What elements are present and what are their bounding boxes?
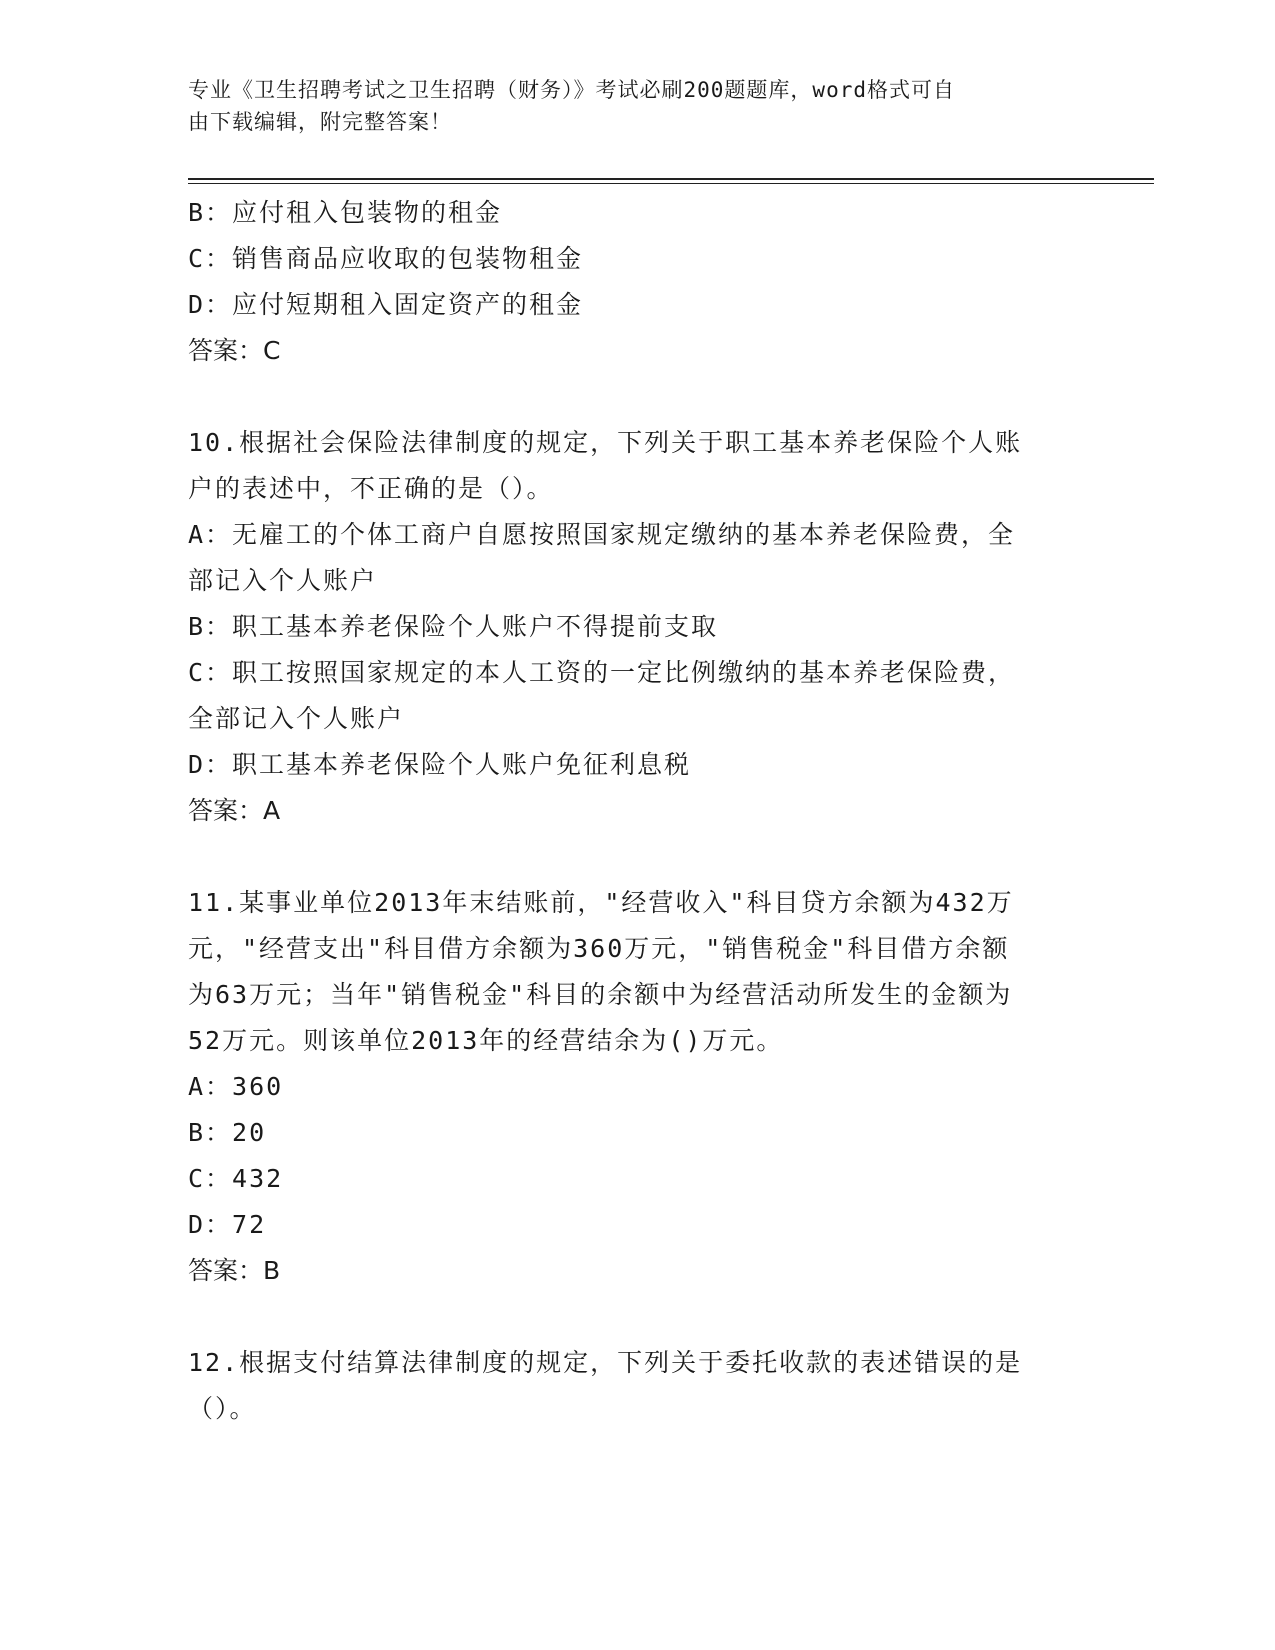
q10-stem-line-1: 10.根据社会保险法律制度的规定，下列关于职工基本养老保险个人账	[188, 428, 1023, 457]
q11-answer: 答案：B	[188, 1256, 281, 1285]
q10-stem-line-2: 户的表述中，不正确的是（）。	[188, 474, 554, 503]
q10-option-b: B：职工基本养老保险个人账户不得提前支取	[188, 612, 719, 641]
q12-stem-line-1: 12.根据支付结算法律制度的规定，下列关于委托收款的表述错误的是	[188, 1348, 1023, 1377]
question-content	[188, 190, 1088, 1432]
header-divider-thick	[188, 178, 1154, 180]
q11-stem-line-3: 为63万元；当年"销售税金"科目的余额中为经营活动所发生的金额为	[188, 980, 1013, 1009]
q10-option-a-line-1: A：无雇工的个体工商户自愿按照国家规定缴纳的基本养老保险费，全	[188, 520, 1016, 549]
q11-option-a: A：360	[188, 1072, 284, 1101]
q11-stem-line-4: 52万元。则该单位2013年的经营结余为()万元。	[188, 1026, 784, 1055]
question-9	[188, 190, 1088, 374]
header-line-1: 专业《卫生招聘考试之卫生招聘（财务）》考试必刷200题题库，word格式可自	[188, 78, 955, 102]
spacer	[188, 374, 1088, 420]
q11-option-b: B：20	[188, 1118, 267, 1147]
q10-option-a-line-2: 部记入个人账户	[188, 566, 378, 595]
header-divider-thin	[188, 183, 1154, 184]
header-line-2: 由下载编辑，附完整答案！	[188, 110, 452, 134]
q11-stem-line-1: 11.某事业单位2013年末结账前，"经营收入"科目贷方余额为432万	[188, 888, 1014, 917]
q10-answer: 答案：A	[188, 796, 281, 825]
q9-option-d: D：应付短期租入固定资产的租金	[188, 290, 584, 319]
q10-option-c-line-1: C：职工按照国家规定的本人工资的一定比例缴纳的基本养老保险费，	[188, 658, 1016, 687]
q12-stem-line-2: （）。	[188, 1394, 257, 1423]
q9-answer: 答案：C	[188, 336, 281, 365]
question-10	[188, 420, 1088, 834]
q9-option-c: C：销售商品应收取的包装物租金	[188, 244, 584, 273]
q11-option-c: C：432	[188, 1164, 284, 1193]
q11-stem-line-2: 元，"经营支出"科目借方余额为360万元，"销售税金"科目借方余额	[188, 934, 1010, 963]
spacer	[188, 1294, 1088, 1340]
q10-option-c-line-2: 全部记入个人账户	[188, 704, 405, 733]
q10-option-d: D：职工基本养老保险个人账户免征利息税	[188, 750, 692, 779]
question-11	[188, 880, 1088, 1294]
q11-option-d: D：72	[188, 1210, 267, 1239]
document-header	[188, 74, 1068, 138]
spacer	[188, 834, 1088, 880]
q9-option-b: B：应付租入包装物的租金	[188, 198, 503, 227]
question-12	[188, 1340, 1088, 1432]
